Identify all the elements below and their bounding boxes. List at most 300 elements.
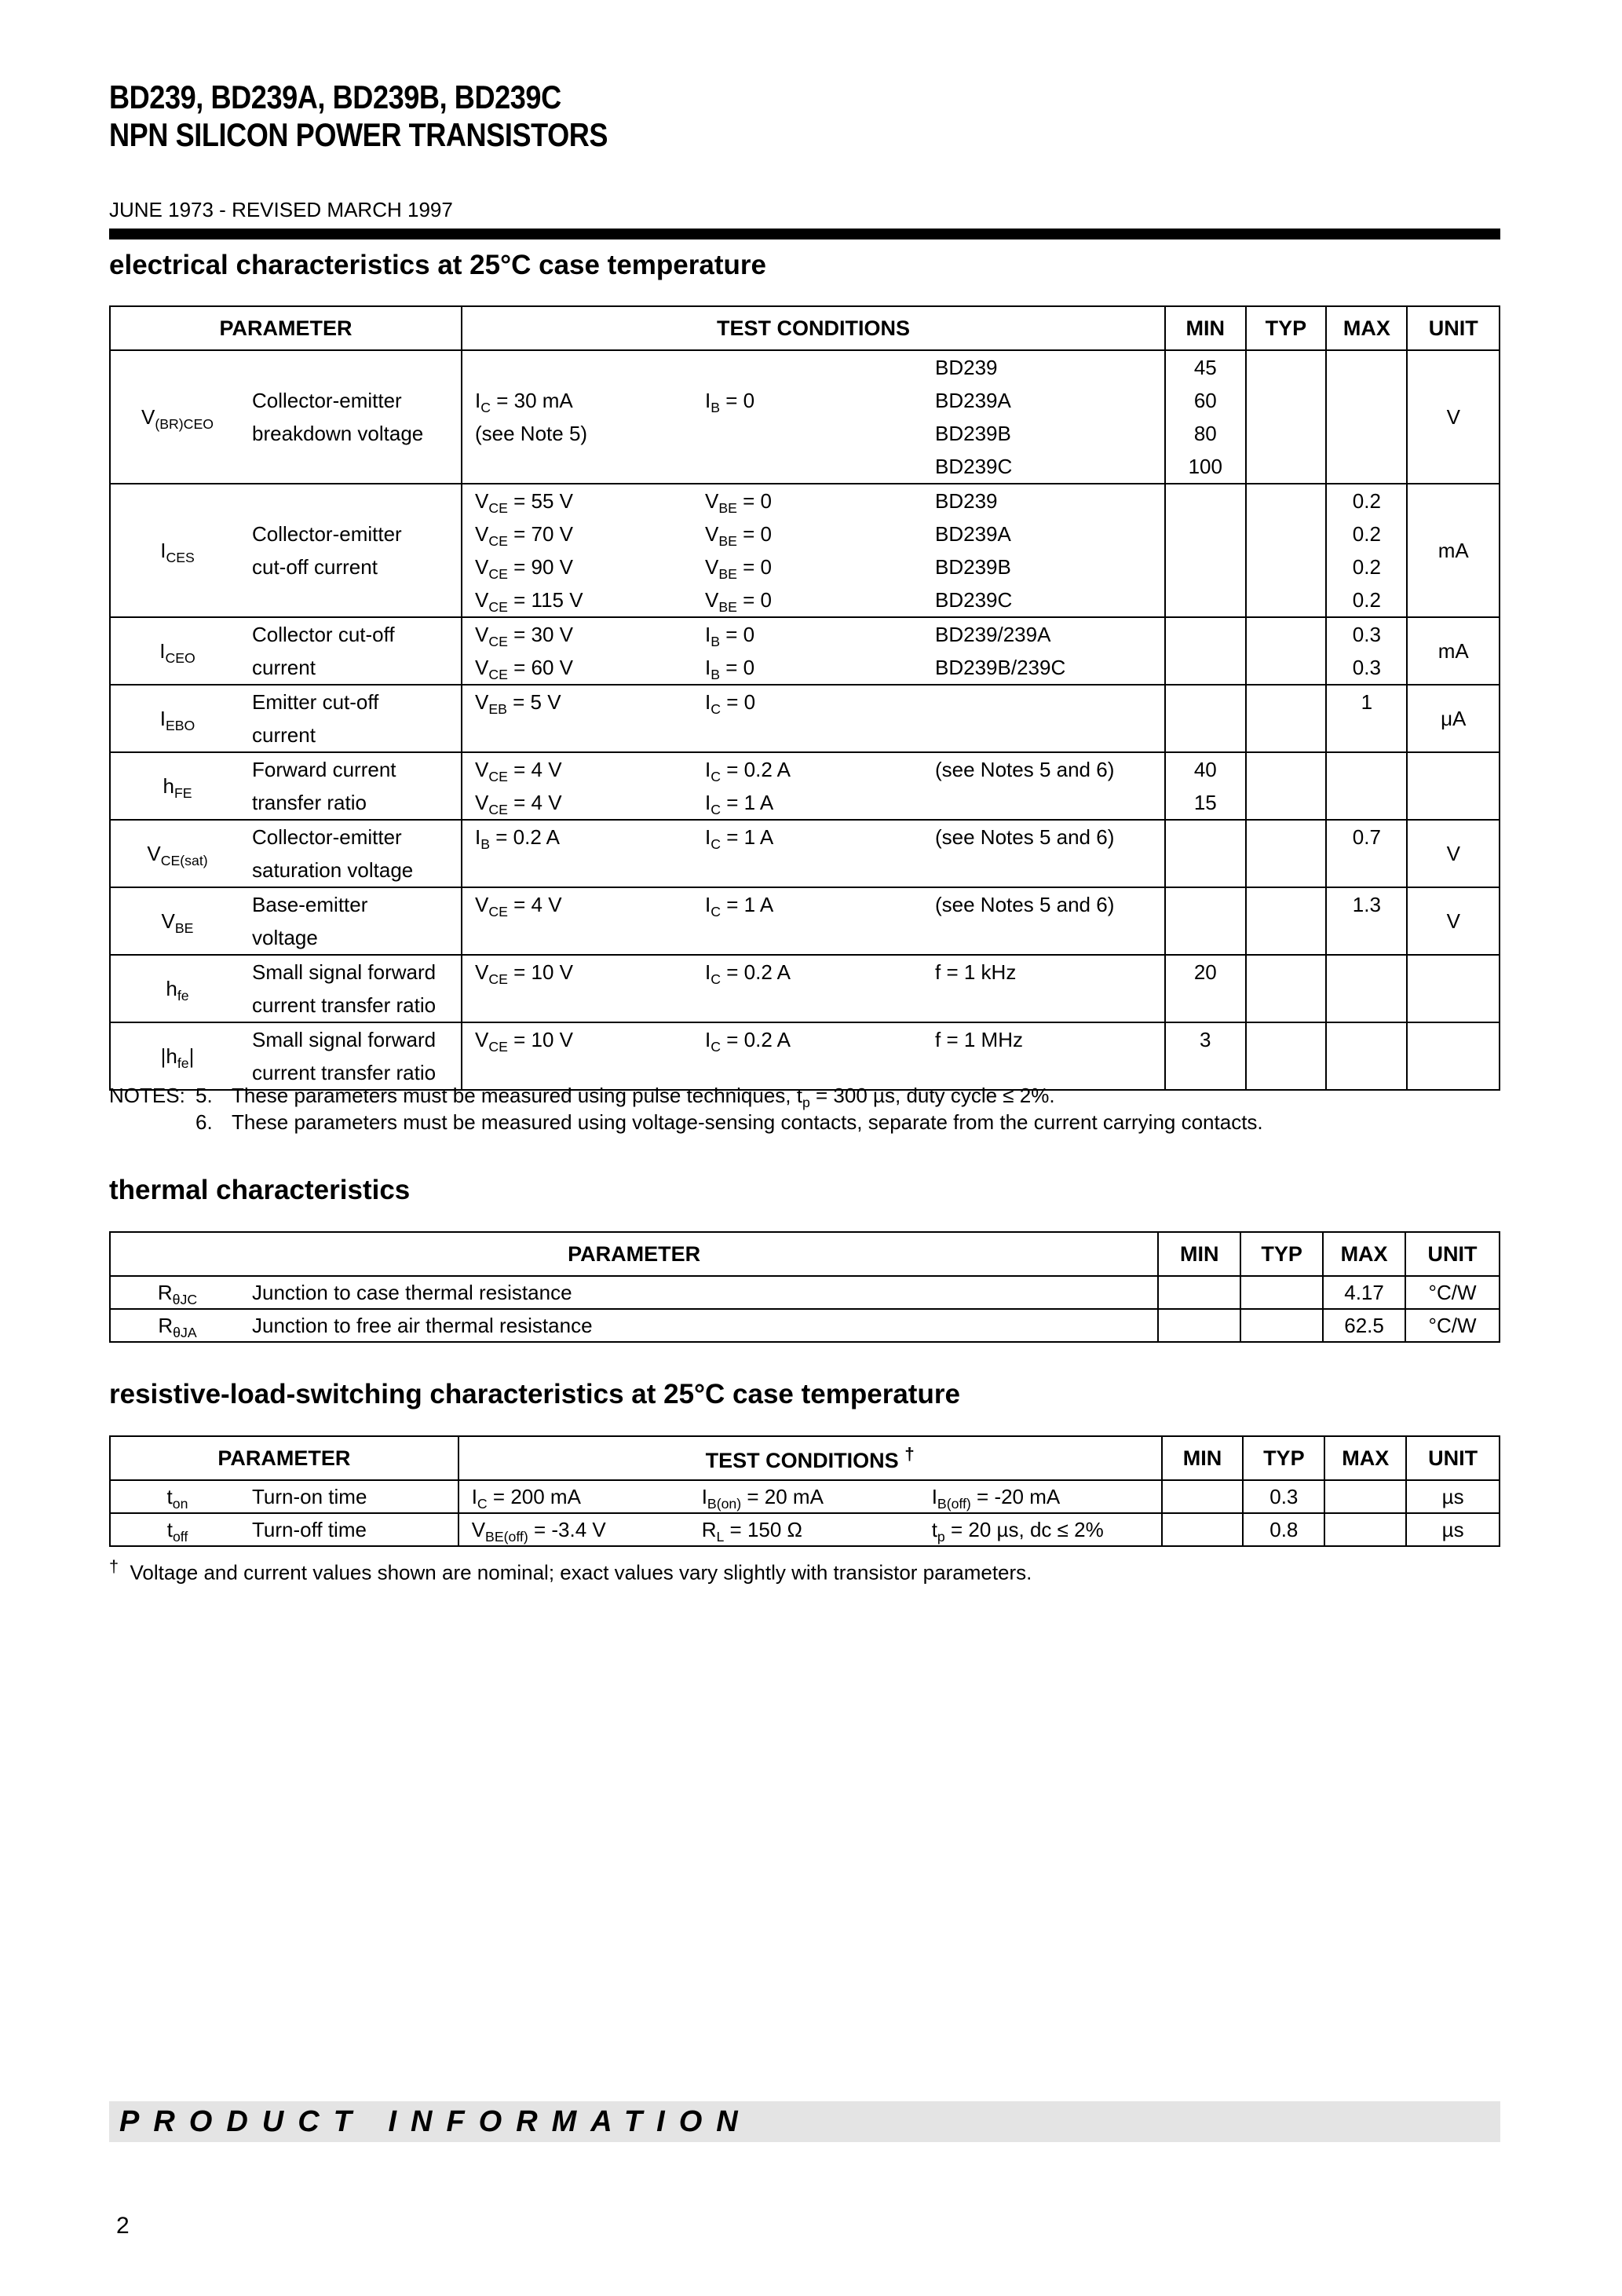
typ-value-line — [1247, 351, 1326, 384]
condition-a — [475, 450, 705, 483]
electrical-row — [110, 820, 1500, 887]
symbol-subscript: EBO — [165, 717, 195, 733]
condition-b: $I_C = 0$ — [705, 690, 756, 718]
subscript: BE — [718, 566, 737, 583]
thermal-min — [1158, 1309, 1240, 1342]
switching-parameter-cell — [110, 1480, 458, 1513]
typ-value — [1246, 685, 1327, 752]
parameter-symbol: $I_{CES}$ — [160, 538, 195, 565]
thermal-unit: °C/W — [1405, 1309, 1500, 1342]
max-value-line: 1 — [1361, 690, 1373, 714]
condition-a: $V_{CE} = 30$ V — [475, 623, 574, 650]
device-or-note: BD239C — [935, 588, 1013, 612]
description-line: saturation voltage — [252, 858, 414, 882]
condition-a: $V_{CE} = 60$ V — [475, 656, 574, 683]
condition-a: $I_B = 0.2$ A — [475, 825, 560, 853]
device-or-note: f = 1 kHz — [935, 960, 1017, 984]
min-value-line — [1166, 821, 1245, 854]
switching-table — [109, 1435, 1500, 1547]
min-value — [1165, 752, 1246, 820]
max-value-line — [1327, 1023, 1406, 1056]
min-value-line: 80 — [1193, 422, 1217, 445]
note-subscript: p — [802, 1095, 810, 1111]
symbol-subscript: θJC — [172, 1291, 198, 1307]
switching-unit: µs — [1406, 1513, 1500, 1546]
unit-value — [1407, 1022, 1500, 1090]
subscript: B — [711, 400, 721, 416]
header-unit: UNIT — [1407, 306, 1500, 350]
min-value-line — [1166, 517, 1245, 550]
switching-condition: $I_C = 200$ mA — [471, 1485, 581, 1512]
thermal-table — [109, 1231, 1500, 1343]
switching-row — [110, 1513, 1500, 1546]
condition-b: $I_C = 1$ A — [705, 893, 774, 920]
test-conditions-cell — [462, 887, 1165, 955]
header-max: MAX — [1326, 306, 1407, 350]
switching-condition: $t_p = 20$ µs, dc ≤ 2% — [931, 1518, 1104, 1545]
min-value-line: 20 — [1193, 960, 1217, 984]
condition-a: $V_{CE} = 4$ V — [475, 758, 562, 785]
switching-min — [1162, 1480, 1244, 1513]
description-line: Emitter cut-off — [252, 690, 379, 714]
min-value — [1165, 685, 1246, 752]
typ-value — [1246, 820, 1327, 887]
subscript: EB — [488, 701, 507, 718]
page-number: 2 — [116, 2213, 130, 2239]
condition-b: $I_C = 0.2$ A — [705, 758, 791, 785]
device-or-note: (see Notes 5 and 6) — [935, 758, 1115, 781]
subscript: BE — [718, 599, 737, 616]
device-or-note — [935, 921, 1164, 954]
condition-subscript: C — [477, 1496, 488, 1512]
title-line-1: BD239, BD239A, BD239B, BD239C — [109, 79, 561, 115]
thermal-row — [110, 1276, 1500, 1309]
subscript: CE — [488, 599, 508, 616]
min-value — [1165, 887, 1246, 955]
symbol-subscript: FE — [174, 784, 192, 801]
parameter-description — [244, 1023, 436, 1089]
electrical-row — [110, 484, 1500, 617]
condition-b: $V_{BE} = 0$ — [705, 489, 773, 517]
thermal-description: Junction to free air thermal resistance — [252, 1313, 593, 1337]
min-value — [1165, 1022, 1246, 1090]
unit-value: V — [1407, 887, 1500, 955]
symbol-subscript: fe — [177, 1055, 189, 1071]
electrical-row — [110, 887, 1500, 955]
subscript: BE — [718, 533, 737, 550]
condition-b: $I_C = 0.2$ A — [705, 960, 791, 988]
notes — [109, 1082, 1500, 1135]
unit-value: V — [1407, 820, 1500, 887]
subscript: B — [480, 836, 491, 853]
parameter-symbol: $V_{(BR)CEO}$ — [141, 404, 214, 432]
condition-b: $I_B = 0$ — [705, 623, 755, 650]
parameter-description — [244, 384, 423, 450]
condition-a: $V_{EB} = 5$ V — [475, 690, 561, 718]
min-value-line: 45 — [1193, 356, 1217, 379]
parameter-description — [244, 888, 367, 954]
max-value-line — [1327, 718, 1406, 751]
switching-header-row — [110, 1436, 1500, 1480]
switching-row — [110, 1480, 1500, 1513]
condition-b — [705, 450, 935, 483]
typ-value-line — [1247, 618, 1326, 651]
thermal-header-max: MAX — [1323, 1232, 1405, 1276]
symbol-subscript: off — [172, 1528, 188, 1545]
condition-subscript: p — [937, 1529, 945, 1545]
parameter-description — [244, 517, 402, 583]
electrical-row — [110, 1022, 1500, 1090]
device-or-note — [935, 718, 1164, 751]
typ-value-line — [1247, 753, 1326, 786]
header-rule — [109, 229, 1500, 239]
electrical-table — [109, 305, 1500, 1091]
parameter-cell — [110, 1022, 462, 1090]
symbol-subscript: CE(sat) — [160, 852, 208, 868]
parameter-description — [244, 956, 436, 1022]
thermal-parameter-cell — [110, 1309, 1158, 1342]
thermal-header-unit: UNIT — [1405, 1232, 1500, 1276]
min-value-line — [1166, 651, 1245, 684]
max-value — [1326, 887, 1407, 955]
max-value — [1326, 955, 1407, 1022]
subscript: CE — [488, 500, 508, 517]
subscript: B — [711, 634, 721, 650]
subscript: B — [711, 667, 721, 683]
note-number: 6. — [195, 1110, 213, 1134]
note-label — [109, 1109, 195, 1135]
device-or-note: BD239C — [935, 455, 1013, 478]
test-conditions-cell — [462, 484, 1165, 617]
max-value-line: 0.2 — [1352, 522, 1381, 546]
subscript: CE — [488, 904, 508, 920]
thermal-header-parameter: PARAMETER — [110, 1232, 1158, 1276]
parameter-description — [244, 618, 395, 684]
symbol-subscript: fe — [177, 987, 189, 1004]
typ-value-line — [1247, 686, 1326, 718]
note-text: These parameters must be measured using voltage-sensing contacts, separate from the current carrying contacts. — [232, 1110, 1263, 1134]
typ-value-line — [1247, 989, 1326, 1022]
max-value-line: 0.7 — [1352, 825, 1381, 849]
thermal-header-typ: TYP — [1240, 1232, 1323, 1276]
subscript: C — [711, 904, 721, 920]
typ-value-line — [1247, 450, 1326, 483]
description-line: Collector cut-off — [252, 623, 395, 646]
subscript: CE — [488, 566, 508, 583]
thermal-unit: °C/W — [1405, 1276, 1500, 1309]
parameter-cell — [110, 350, 462, 484]
test-conditions-cell — [462, 752, 1165, 820]
max-value-line — [1327, 351, 1406, 384]
typ-value-line — [1247, 921, 1326, 954]
device-or-note: BD239B/239C — [935, 656, 1066, 679]
min-value-line: 3 — [1200, 1028, 1211, 1051]
note-number: 5. — [195, 1084, 213, 1107]
max-value-line: 0.2 — [1352, 489, 1381, 513]
max-value-line: 0.2 — [1352, 555, 1381, 579]
condition-a: $V_{CE} = 4$ V — [475, 893, 562, 920]
condition-b — [705, 921, 935, 954]
switching-description: Turn-on time — [252, 1484, 367, 1508]
header-typ: TYP — [1246, 306, 1327, 350]
typ-value-line — [1247, 484, 1326, 517]
subscript: CE — [488, 533, 508, 550]
subscript: C — [480, 400, 491, 416]
note-label: NOTES: — [109, 1084, 185, 1107]
switching-header-max: MAX — [1324, 1436, 1406, 1480]
condition-a — [475, 854, 705, 887]
switching-typ: 0.3 — [1243, 1480, 1324, 1513]
description-line: transfer ratio — [252, 791, 367, 814]
parameter-description — [244, 686, 378, 751]
switching-test-conditions-label: TEST CONDITIONS — [705, 1448, 899, 1472]
min-value-line — [1166, 686, 1245, 718]
description-line: voltage — [252, 926, 318, 949]
electrical-heading: electrical characteristics at 25°C case temperature — [109, 250, 766, 280]
switching-header-typ: TYP — [1243, 1436, 1324, 1480]
typ-value — [1246, 484, 1327, 617]
max-value — [1326, 1022, 1407, 1090]
symbol-subscript: CEO — [165, 649, 195, 666]
footnote-text: Voltage and current values shown are nominal; exact values vary slightly with transistor parameters. — [130, 1560, 1032, 1585]
subscript: CE — [488, 667, 508, 683]
device-or-note: BD239B — [935, 422, 1011, 445]
switching-conditions-cell — [458, 1480, 1162, 1513]
electrical-header-row — [110, 306, 1500, 350]
typ-value-line — [1247, 854, 1326, 887]
condition-a: (see Note 5) — [475, 422, 588, 445]
device-or-note: f = 1 MHz — [935, 1028, 1023, 1051]
thermal-symbol: $R_{\theta JC}$ — [157, 1280, 198, 1307]
subscript: CE — [488, 769, 508, 785]
note-text: These parameters must be measured using pulse techniques, $t_p = 300$ µs, duty cycle ≤ 2%. — [232, 1084, 1055, 1111]
symbol-subscript: BE — [174, 919, 194, 936]
parameter-symbol: $h_{FE}$ — [163, 773, 192, 801]
title-line-2: NPN SILICON POWER TRANSISTORS — [109, 116, 608, 153]
header-parameter: PARAMETER — [110, 306, 462, 350]
typ-value-line — [1247, 718, 1326, 751]
unit-value — [1407, 752, 1500, 820]
switching-header-parameter: PARAMETER — [110, 1436, 458, 1480]
switching-header-min: MIN — [1162, 1436, 1244, 1480]
test-conditions-cell — [462, 955, 1165, 1022]
unit-value: mA — [1407, 617, 1500, 685]
subscript: C — [711, 701, 721, 718]
thermal-description: Junction to case thermal resistance — [252, 1280, 572, 1304]
thermal-row — [110, 1309, 1500, 1342]
test-conditions-cell — [462, 350, 1165, 484]
parameter-symbol: $I_{EBO}$ — [159, 706, 195, 733]
thermal-min — [1158, 1276, 1240, 1309]
electrical-row — [110, 350, 1500, 484]
typ-value-line — [1247, 583, 1326, 616]
typ-value-line — [1247, 956, 1326, 989]
typ-value-line — [1247, 888, 1326, 921]
typ-value-line — [1247, 384, 1326, 417]
max-value-line — [1327, 450, 1406, 483]
switching-unit: µs — [1406, 1480, 1500, 1513]
typ-value-line — [1247, 417, 1326, 450]
condition-a — [475, 351, 705, 384]
parameter-cell — [110, 484, 462, 617]
switching-header-test-conditions — [458, 1436, 1162, 1480]
switching-parameter-cell — [110, 1513, 458, 1546]
typ-value-line — [1247, 550, 1326, 583]
test-conditions-cell — [462, 685, 1165, 752]
condition-subscript: B(off) — [937, 1496, 971, 1512]
subscript: CE — [488, 634, 508, 650]
subscript: BE — [718, 500, 737, 517]
typ-value — [1246, 752, 1327, 820]
subscript: CE — [488, 1039, 508, 1055]
description-line: Small signal forward — [252, 960, 437, 984]
max-value-line — [1327, 921, 1406, 954]
max-value-line — [1327, 854, 1406, 887]
condition-b: $V_{BE} = 0$ — [705, 555, 773, 583]
parameter-symbol: $V_{BE}$ — [161, 909, 194, 936]
device-or-note: (see Notes 5 and 6) — [935, 893, 1115, 916]
test-conditions-cell — [462, 617, 1165, 685]
min-value-line — [1166, 718, 1245, 751]
min-value-line: 100 — [1188, 455, 1222, 478]
device-or-note: BD239 — [935, 356, 998, 379]
product-information-label: PRODUCT INFORMATION — [119, 2105, 752, 2138]
typ-value — [1246, 955, 1327, 1022]
min-value — [1165, 820, 1246, 887]
description-line: breakdown voltage — [252, 422, 424, 445]
thermal-max: 4.17 — [1323, 1276, 1405, 1309]
description-line: Small signal forward — [252, 1028, 437, 1051]
device-or-note: BD239 — [935, 489, 998, 513]
condition-a: $V_{CE} = 115$ V — [475, 588, 583, 616]
condition-a: $V_{CE} = 90$ V — [475, 555, 574, 583]
unit-value: V — [1407, 350, 1500, 484]
min-value-line — [1166, 921, 1245, 954]
condition-b: $I_B = 0$ — [705, 389, 755, 416]
min-value-line — [1166, 888, 1245, 921]
document-title — [109, 79, 608, 154]
unit-value — [1407, 955, 1500, 1022]
typ-value — [1246, 350, 1327, 484]
max-value-line — [1327, 989, 1406, 1022]
min-value — [1165, 350, 1246, 484]
symbol-subscript: CES — [166, 549, 195, 565]
condition-a: $V_{CE} = 10$ V — [475, 960, 574, 988]
switching-condition: $R_L = 150$ Ω — [701, 1518, 802, 1545]
description-line: current transfer ratio — [252, 1061, 437, 1084]
condition-b: $V_{BE} = 0$ — [705, 588, 773, 616]
parameter-cell — [110, 887, 462, 955]
thermal-typ — [1240, 1309, 1323, 1342]
min-value — [1165, 484, 1246, 617]
switching-conditions-cell — [458, 1513, 1162, 1546]
symbol-subscript: (BR)CEO — [155, 415, 214, 432]
max-value — [1326, 820, 1407, 887]
device-or-note — [935, 989, 1164, 1022]
max-value-line — [1327, 753, 1406, 786]
device-or-note: BD239A — [935, 522, 1011, 546]
switching-footnote — [109, 1556, 1032, 1585]
condition-a — [475, 921, 705, 954]
unit-value: μA — [1407, 685, 1500, 752]
min-value-line — [1166, 484, 1245, 517]
switching-heading: resistive-load-switching characteristics at 25°C case temperature — [109, 1379, 960, 1409]
device-or-note — [935, 854, 1164, 887]
switching-condition: $V_{BE(off)} = -3.4$ V — [471, 1518, 606, 1545]
condition-b: $I_C = 0.2$ A — [705, 1028, 791, 1055]
electrical-row — [110, 685, 1500, 752]
unit-value: mA — [1407, 484, 1500, 617]
note-line — [109, 1082, 1500, 1109]
description-line: cut-off current — [252, 555, 378, 579]
switching-description: Turn-off time — [252, 1517, 367, 1541]
min-value — [1165, 955, 1246, 1022]
description-line: Collector-emitter — [252, 825, 402, 849]
condition-b — [705, 989, 935, 1022]
thermal-symbol: $R_{\theta JA}$ — [158, 1313, 197, 1340]
parameter-symbol: $h_{fe}$ — [166, 976, 189, 1004]
dagger-mark: † — [904, 1443, 915, 1464]
subscript: C — [711, 769, 721, 785]
parameter-description — [244, 753, 396, 819]
test-conditions-cell — [462, 1022, 1165, 1090]
subscript: CE — [488, 802, 508, 818]
max-value — [1326, 752, 1407, 820]
subscript: C — [711, 802, 721, 818]
typ-value-line — [1247, 1023, 1326, 1056]
max-value — [1326, 685, 1407, 752]
parameter-cell — [110, 820, 462, 887]
typ-value-line — [1247, 786, 1326, 819]
description-line: current transfer ratio — [252, 993, 437, 1017]
electrical-row — [110, 955, 1500, 1022]
condition-a — [475, 989, 705, 1022]
typ-value-line — [1247, 651, 1326, 684]
condition-a: $V_{CE} = 70$ V — [475, 522, 574, 550]
condition-a: $V_{CE} = 4$ V — [475, 791, 562, 818]
parameter-cell — [110, 617, 462, 685]
condition-subscript: L — [716, 1529, 725, 1545]
header-test-conditions: TEST CONDITIONS — [462, 306, 1165, 350]
condition-b: $I_C = 1$ A — [705, 825, 774, 853]
thermal-parameter-cell — [110, 1276, 1158, 1309]
condition-b: $I_B = 0$ — [705, 656, 755, 683]
test-conditions-cell — [462, 820, 1165, 887]
parameter-cell — [110, 685, 462, 752]
max-value-line — [1327, 384, 1406, 417]
thermal-header-row — [110, 1232, 1500, 1276]
switching-max — [1324, 1513, 1406, 1546]
switching-typ: 0.8 — [1243, 1513, 1324, 1546]
min-value — [1165, 617, 1246, 685]
device-or-note — [935, 686, 1164, 718]
max-value-line — [1327, 956, 1406, 989]
max-value-line: 0.3 — [1352, 623, 1381, 646]
parameter-symbol: $I_{CEO}$ — [159, 638, 195, 666]
revision-date: JUNE 1973 - REVISED MARCH 1997 — [109, 198, 453, 221]
condition-b — [705, 718, 935, 751]
description-line: Collector-emitter — [252, 522, 402, 546]
electrical-row — [110, 752, 1500, 820]
parameter-symbol: $V_{CE(sat)}$ — [147, 841, 208, 868]
device-or-note: BD239B — [935, 555, 1011, 579]
min-value-line: 15 — [1193, 791, 1217, 814]
description-line: Base-emitter — [252, 893, 368, 916]
condition-b: $I_C = 1$ A — [705, 791, 774, 818]
min-value-line — [1166, 583, 1245, 616]
thermal-typ — [1240, 1276, 1323, 1309]
max-value — [1326, 484, 1407, 617]
